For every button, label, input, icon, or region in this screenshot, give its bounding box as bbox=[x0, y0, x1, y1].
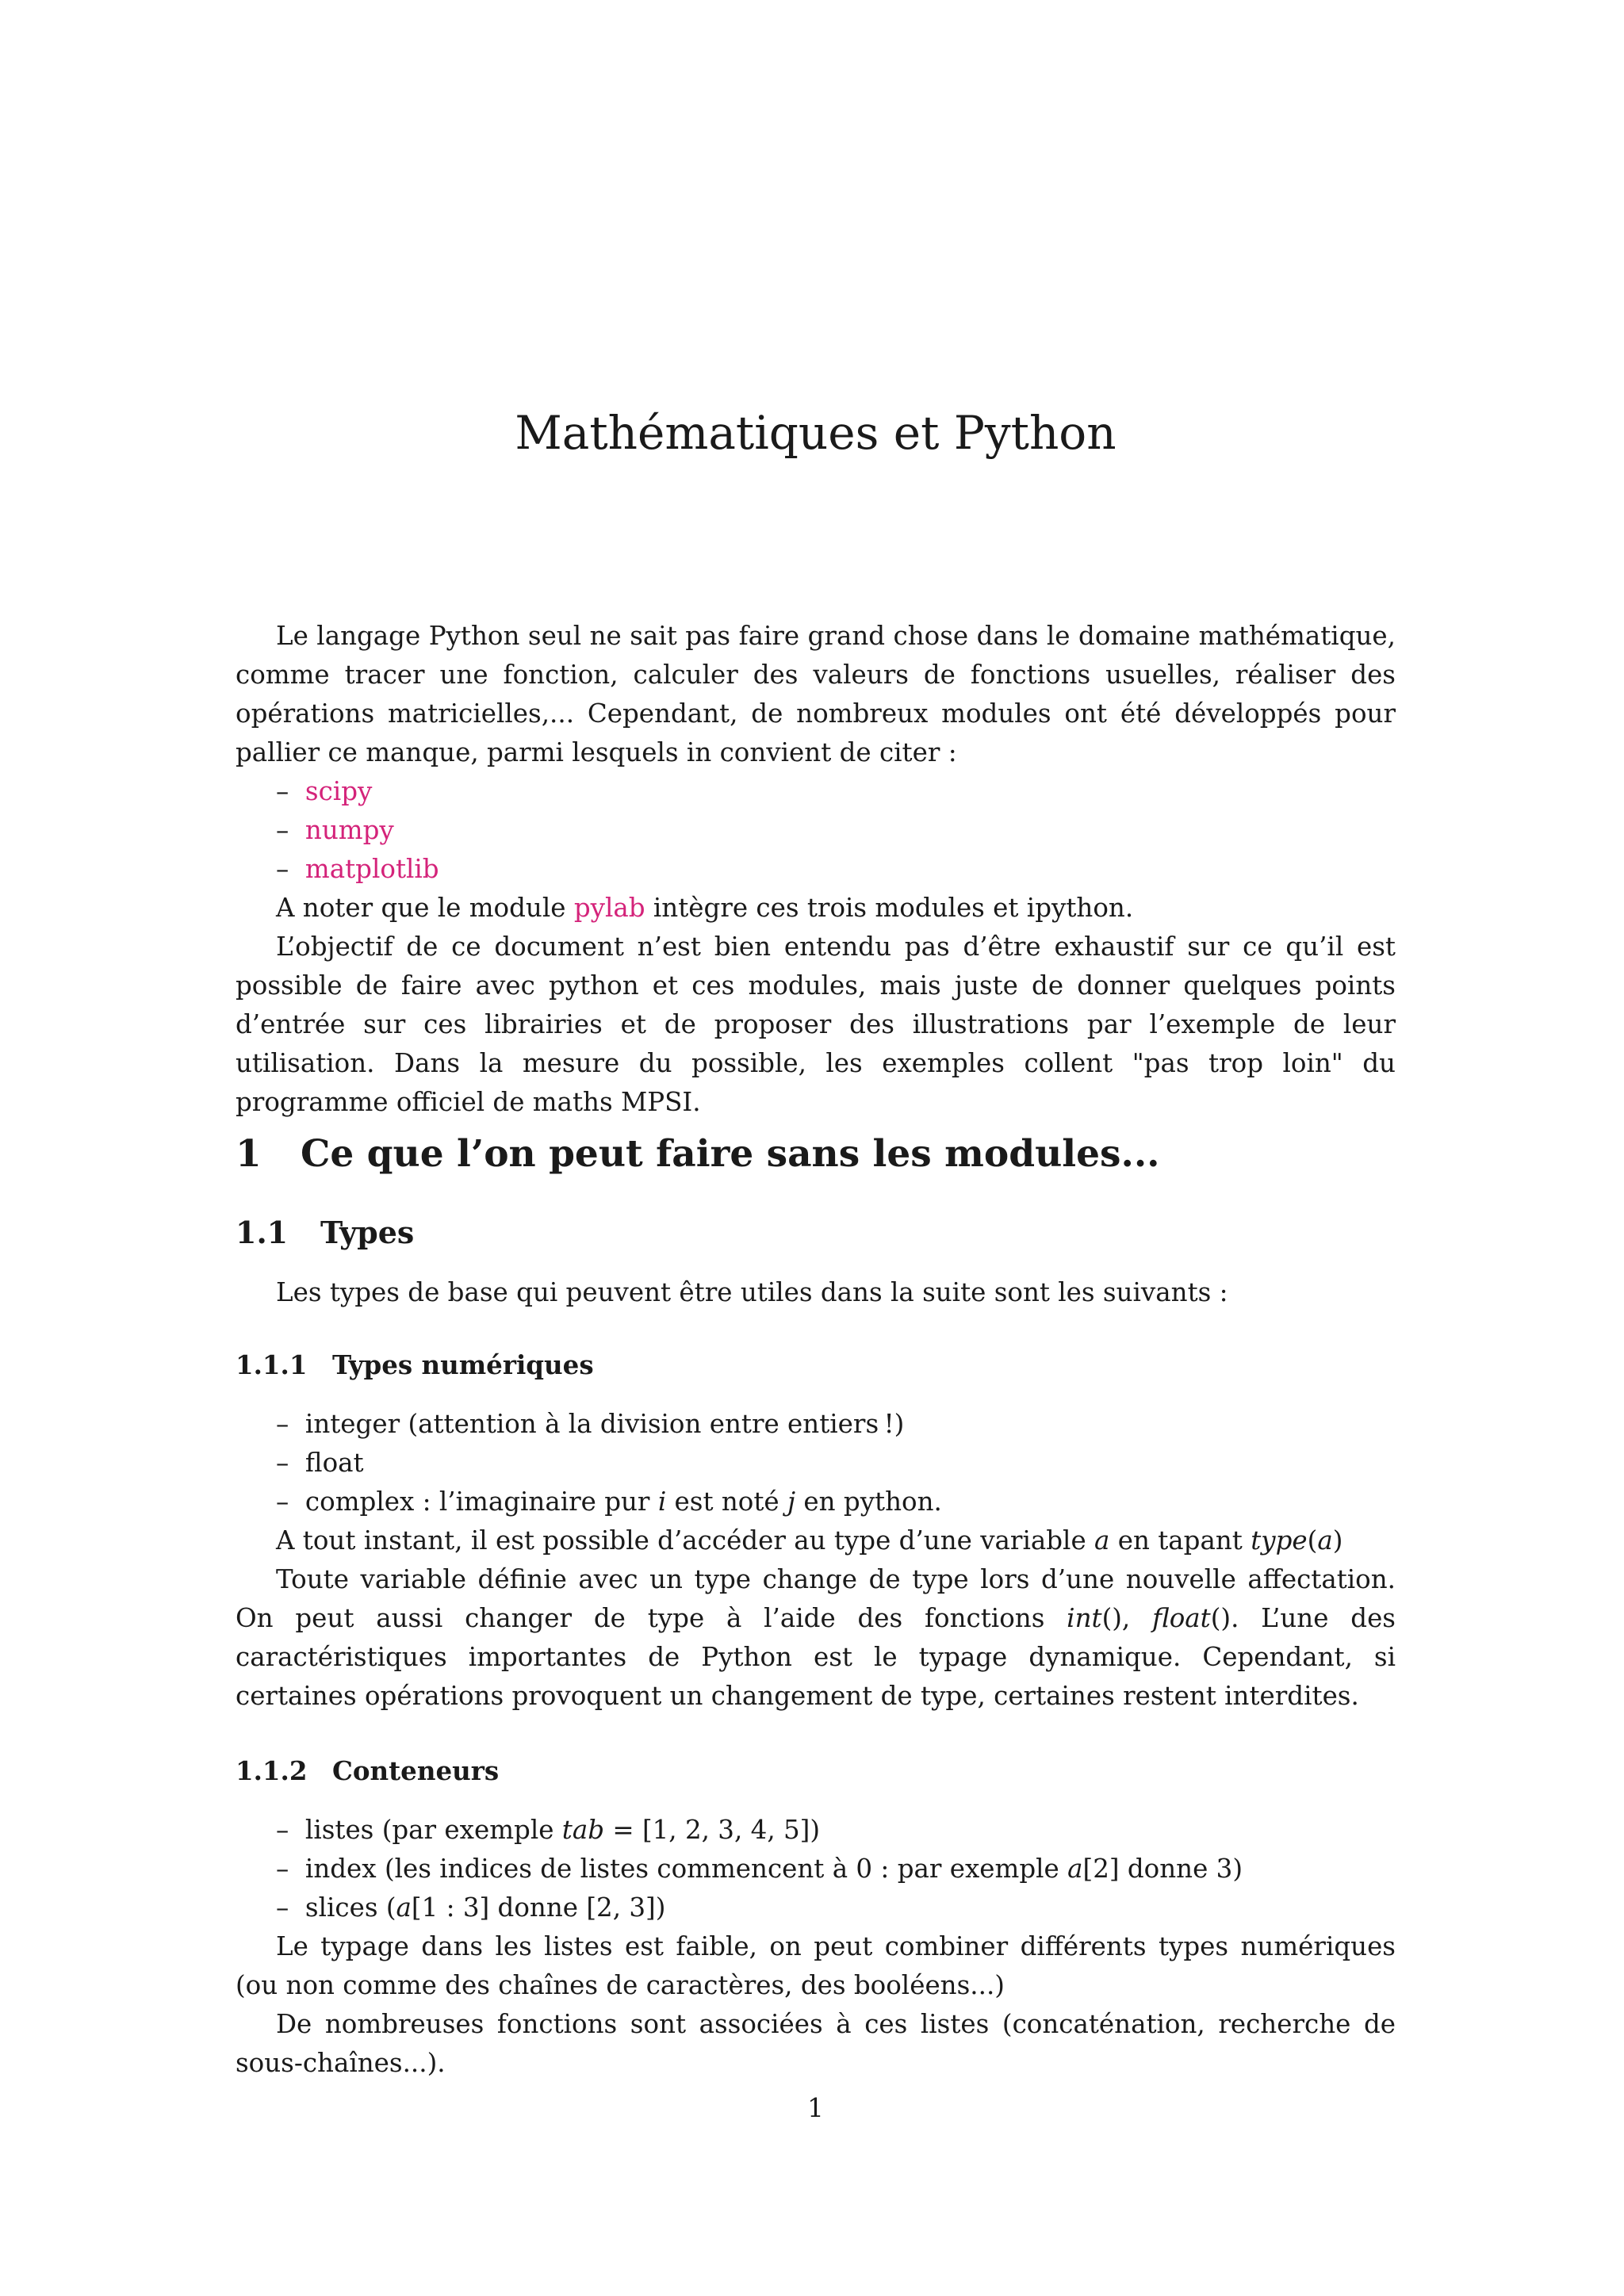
module-item-numpy[interactable] bbox=[276, 811, 1396, 850]
paragraph: Le typage dans les listes est faible, on peut combiner différents types numériques (ou non comme des chaînes de caractères, des booléens...) bbox=[236, 1931, 1396, 2000]
pylab-link[interactable]: pylab bbox=[573, 893, 645, 923]
section-1-1-2-body bbox=[236, 1811, 1396, 2083]
text-span: (), bbox=[1101, 1603, 1153, 1633]
section-1-heading bbox=[236, 1132, 1160, 1176]
section-1-1-1-heading bbox=[236, 1349, 594, 1380]
section-number: 1.1.2 bbox=[236, 1755, 308, 1786]
text-span: listes (par exemple bbox=[304, 1815, 562, 1845]
list-item bbox=[276, 1811, 1396, 1850]
list-item bbox=[276, 1888, 1396, 1927]
text-span: A noter que le module bbox=[276, 893, 574, 923]
text-span: complex : l’imaginaire pur bbox=[304, 1487, 658, 1517]
list-item bbox=[276, 1483, 1396, 1521]
text-span: en tapant bbox=[1109, 1525, 1251, 1556]
document-page bbox=[236, 0, 1396, 2296]
text-span: = [1, 2, 3, 4, 5]) bbox=[604, 1815, 821, 1845]
text-span: Toute variable définie avec un type change de type lors d’une nouvelle affectation. On peut aussi changer de type à l’aide des fonctions bbox=[236, 1564, 1396, 1633]
math-symbol: j bbox=[787, 1487, 796, 1517]
text-span: (). L’une des caractéristiques importantes de Python est le typage dynamique. Cependant, si certaines opérations provoquent un changement de type, certaines restent interdites. bbox=[236, 1603, 1396, 1711]
intro-paragraph-1: Le langage Python seul ne sait pas faire grand chose dans le domaine mathématique, comme tracer une fonction, calculer des valeurs de fonctions usuelles, réaliser des opérations matricielles,... Cependant, de nombreux modules ont été développés pour pallier ce manque, parmi lesquels in convient de citer : bbox=[236, 621, 1396, 767]
section-title: Types bbox=[320, 1215, 415, 1250]
math-symbol: a bbox=[1067, 1854, 1083, 1884]
paragraph: De nombreuses fonctions sont associées à ces listes (concaténation, recherche de sous-chaînes...). bbox=[236, 2009, 1396, 2078]
math-symbol: a bbox=[1317, 1525, 1333, 1556]
module-item-scipy[interactable] bbox=[276, 772, 1396, 811]
module-link[interactable]: scipy bbox=[304, 776, 373, 806]
paragraph: Les types de base qui peuvent être utiles dans la suite sont les suivants : bbox=[276, 1277, 1228, 1307]
section-1-1-heading bbox=[236, 1215, 414, 1250]
text-span: A tout instant, il est possible d’accéder au type d’une variable bbox=[276, 1525, 1095, 1556]
text-span: index (les indices de listes commencent à 0 : par exemple bbox=[304, 1854, 1068, 1884]
module-item-matplotlib[interactable] bbox=[276, 850, 1396, 889]
section-1-1-1-body bbox=[236, 1405, 1396, 1716]
module-link[interactable]: numpy bbox=[304, 815, 394, 845]
paragraph bbox=[236, 1521, 1396, 1560]
math-symbol: type bbox=[1251, 1525, 1308, 1556]
section-number: 1.1 bbox=[236, 1215, 289, 1250]
text-span: est noté bbox=[666, 1487, 787, 1517]
section-number: 1.1.1 bbox=[236, 1349, 308, 1380]
section-number: 1 bbox=[236, 1132, 262, 1176]
math-symbol: a bbox=[1094, 1525, 1110, 1556]
module-list bbox=[236, 772, 1396, 889]
math-symbol: float bbox=[1152, 1603, 1211, 1633]
text-span: ) bbox=[1332, 1525, 1343, 1556]
intro-paragraph-2 bbox=[236, 889, 1396, 928]
intro-paragraph-3: L’objectif de ce document n’est bien entendu pas d’être exhaustif sur ce qu’il est possible de faire avec python et ces modules, mais juste de donner quelques points d’entrée sur ces librairies et de proposer des illustrations par l’exemple de leur utilisation. Dans la mesure du possible, les exemples collent "pas trop loin" du programme officiel de maths MPSI. bbox=[236, 932, 1396, 1117]
text-span: ( bbox=[1307, 1525, 1318, 1556]
container-list bbox=[236, 1811, 1396, 1927]
text-span: en python. bbox=[795, 1487, 942, 1517]
section-title: Types numériques bbox=[332, 1349, 594, 1380]
section-title: Ce que l’on peut faire sans les modules... bbox=[301, 1132, 1160, 1176]
paragraph bbox=[236, 1560, 1396, 1716]
math-symbol: a bbox=[396, 1892, 412, 1923]
list-item: – float bbox=[276, 1444, 1396, 1483]
text-span: [2] donne 3) bbox=[1082, 1854, 1243, 1884]
section-1-1-2-heading bbox=[236, 1755, 499, 1786]
text-span: [1 : 3] donne [2, 3]) bbox=[411, 1892, 666, 1923]
text-span: slices ( bbox=[304, 1892, 396, 1923]
text-span: intègre ces trois modules et ipython. bbox=[645, 893, 1134, 923]
list-item: – integer (attention à la division entre entiers !) bbox=[276, 1405, 1396, 1444]
numeric-types-list bbox=[236, 1405, 1396, 1521]
math-symbol: tab bbox=[561, 1815, 605, 1845]
intro-block bbox=[236, 617, 1396, 1122]
module-link[interactable]: matplotlib bbox=[304, 854, 439, 884]
section-1-1-intro bbox=[236, 1273, 1396, 1312]
list-item bbox=[276, 1850, 1396, 1888]
document-title: Mathématiques et Python bbox=[515, 406, 1116, 460]
math-symbol: i bbox=[657, 1487, 667, 1517]
math-symbol: int bbox=[1067, 1603, 1102, 1633]
section-title: Conteneurs bbox=[332, 1755, 500, 1786]
page-number: 1 bbox=[807, 2093, 824, 2123]
